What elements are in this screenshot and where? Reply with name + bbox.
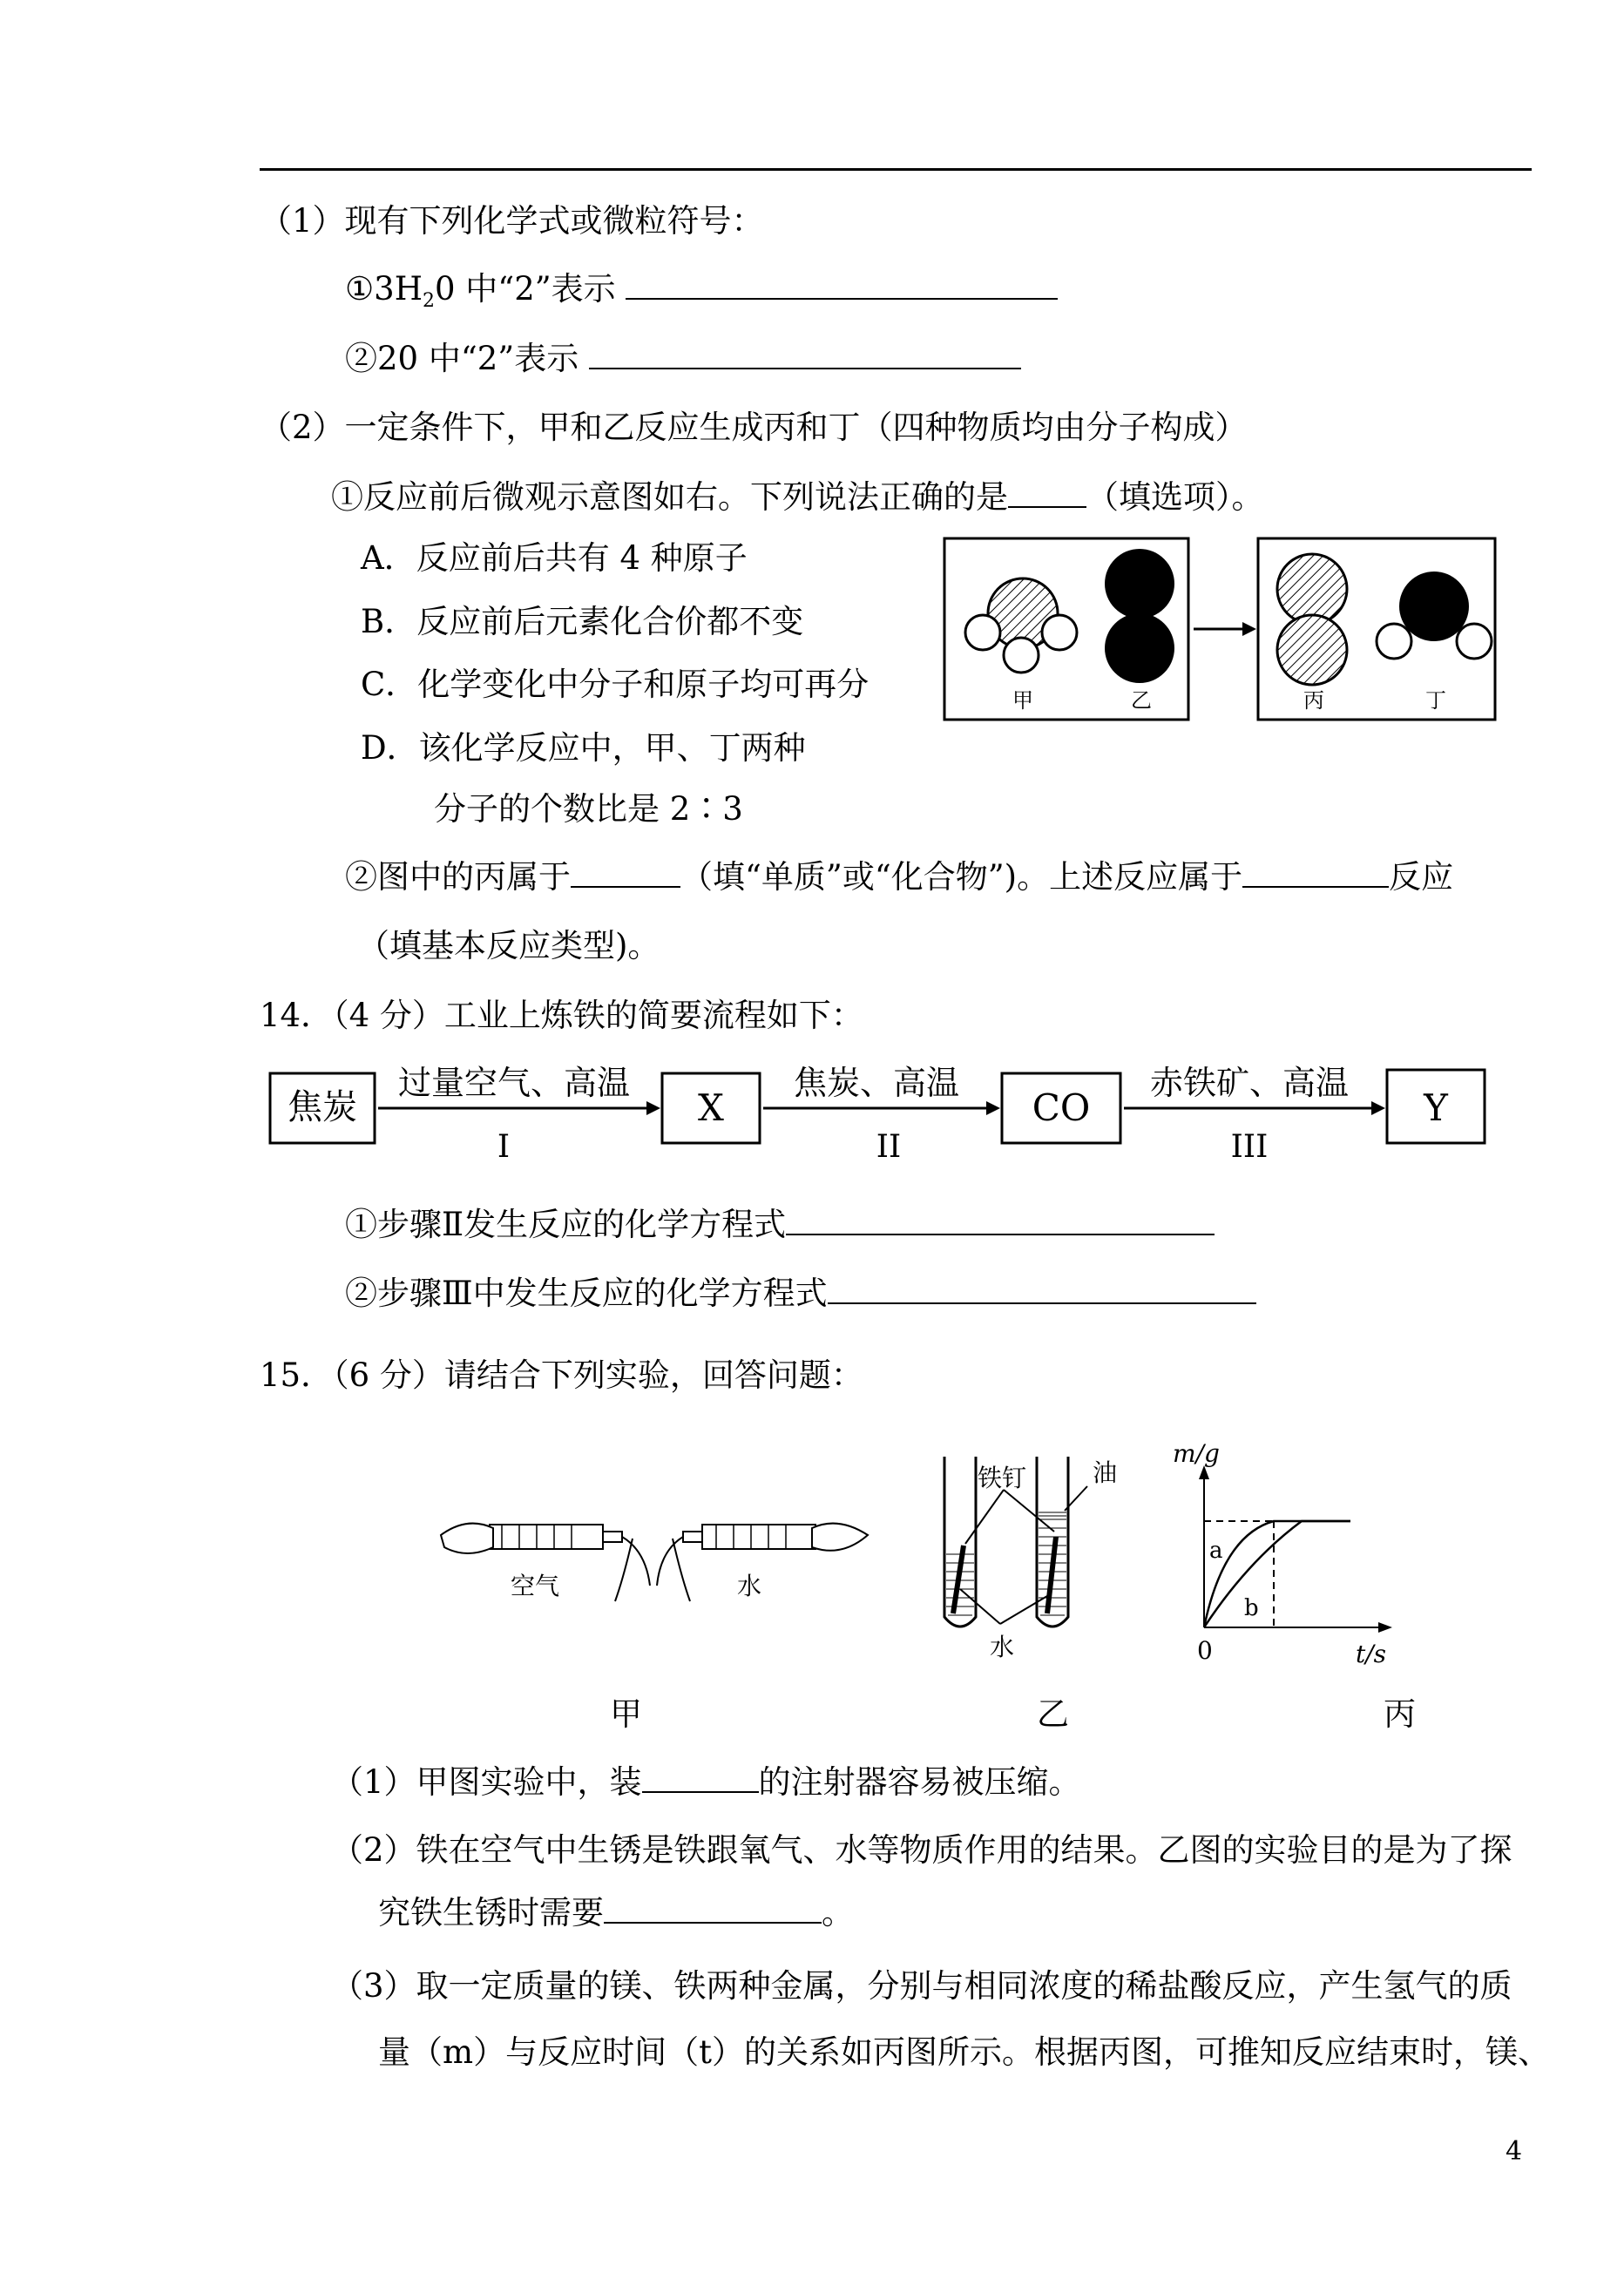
answer-blank[interactable] <box>828 1302 1256 1304</box>
answer-blank[interactable] <box>786 1233 1215 1235</box>
label-air: 空气 <box>511 1572 560 1600</box>
option-d: D．该化学反应中，甲、丁两种 <box>361 729 806 767</box>
label-yi: 乙 <box>1131 688 1152 713</box>
y-axis-label: m/g <box>1173 1439 1220 1468</box>
q15-item2-line1: （2）铁在空气中生锈是铁跟氧气、水等物质作用的结果。乙图的实验目的是为了探 <box>331 1831 1512 1869</box>
q13-part1-title: （1）现有下列化学式或微粒符号： <box>260 202 764 240</box>
curve-a <box>1204 1521 1350 1627</box>
q14-item2: ②步骤Ⅲ中发生反应的化学方程式 <box>345 1273 1256 1315</box>
label-oil: 油 <box>1093 1458 1118 1487</box>
flow-box-y-label: Y <box>1424 1086 1448 1129</box>
answer-blank[interactable] <box>1008 505 1086 508</box>
flow-step-3: III <box>1230 1129 1269 1162</box>
figure-bing-graph <box>1171 1439 1406 1683</box>
label-water-tube: 水 <box>990 1633 1015 1661</box>
caption-jia: 甲 <box>610 1695 642 1733</box>
answer-blank[interactable] <box>626 297 1058 300</box>
curve-b <box>1204 1521 1350 1627</box>
option-a: A．反应前后共有 4 种原子 <box>361 539 748 577</box>
answer-blank[interactable] <box>589 367 1021 369</box>
caption-yi: 乙 <box>1037 1695 1069 1733</box>
ironmaking-flowchart <box>267 1058 1504 1162</box>
label-water: 水 <box>737 1572 762 1600</box>
q14-item1: ①步骤Ⅱ发生反应的化学方程式 <box>345 1204 1215 1246</box>
option-d-line2: 分子的个数比是 2∶3 <box>434 790 743 828</box>
page-number: 4 <box>1506 2136 1523 2167</box>
curve-b-label: b <box>1244 1595 1259 1621</box>
q13-part2-item1: ①反应前后微观示意图如右。下列说法正确的是 （填选项）。 <box>331 478 1264 516</box>
origin-label: 0 <box>1197 1636 1213 1665</box>
q13-part2-item2-line2: （填基本反应类型)。 <box>357 927 660 964</box>
answer-blank[interactable] <box>571 885 680 888</box>
q14-title: 14．（4 分）工业上炼铁的简要流程如下： <box>260 997 863 1034</box>
flow-condition-2: 焦炭、高温 <box>793 1064 960 1102</box>
q15-item3-line1: （3）取一定质量的镁、铁两种金属，分别与相同浓度的稀盐酸反应，产生氢气的质 <box>331 1967 1512 2005</box>
figure-jia-syringes <box>432 1490 885 1620</box>
flow-box-co-label: CO <box>1032 1086 1091 1129</box>
option-b: B．反应前后元素化合价都不变 <box>361 603 804 640</box>
q15-title: 15．（6 分）请结合下列实验，回答问题： <box>260 1356 863 1394</box>
q13-part2-item2: ②图中的丙属于 （填“单质”或“化合物”)。上述反应属于 反应 <box>345 858 1454 896</box>
q15-item3-line2: 量（m）与反应时间（t）的关系如丙图所示。根据丙图，可推知反应结束时，镁、 <box>378 2033 1550 2071</box>
header-rule <box>260 168 1532 171</box>
answer-blank[interactable] <box>604 1921 822 1924</box>
flow-step-1: I <box>497 1129 511 1162</box>
q13-part1-item2: ②20 中“2”表示 <box>345 338 1021 380</box>
answer-blank[interactable] <box>1242 885 1389 888</box>
iron-nail-left <box>953 1546 964 1613</box>
q13-part1-item1: $①3H_20$ 中“2”表示 <box>345 268 1058 315</box>
label-ding: 丁 <box>1425 688 1446 713</box>
test-tube-right <box>1037 1457 1068 1627</box>
syringe-water <box>657 1524 868 1601</box>
reaction-diagram <box>941 533 1499 723</box>
q13-part2-title: （2）一定条件下，甲和乙反应生成丙和丁（四种物质均由分子构成） <box>260 409 1248 446</box>
curve-a-label: a <box>1209 1538 1223 1564</box>
caption-bing: 丙 <box>1384 1695 1416 1733</box>
label-bing: 丙 <box>1303 688 1324 713</box>
q15-item2-line2: 究铁生锈时需要 。 <box>378 1894 854 1931</box>
flow-box-x-label: X <box>698 1086 724 1129</box>
answer-blank[interactable] <box>642 1790 759 1793</box>
flow-condition-1: 过量空气、高温 <box>397 1064 631 1102</box>
q15-item1: （1）甲图实验中，装 的注射器容易被压缩。 <box>331 1763 1081 1801</box>
iron-nail-right <box>1047 1537 1056 1613</box>
test-tube-left <box>944 1457 976 1627</box>
flow-box-coke-label: 焦炭 <box>288 1087 357 1127</box>
figure-yi-test-tubes <box>934 1450 1143 1667</box>
x-axis-label: t/s <box>1356 1640 1387 1668</box>
label-iron-nail: 铁钉 <box>978 1464 1027 1492</box>
label-jia: 甲 <box>1012 688 1033 713</box>
arrow-head <box>1242 622 1256 636</box>
flow-step-2: II <box>876 1129 902 1162</box>
flow-condition-3: 赤铁矿、高温 <box>1149 1064 1350 1102</box>
option-c: C．化学变化中分子和原子均可再分 <box>361 666 870 703</box>
